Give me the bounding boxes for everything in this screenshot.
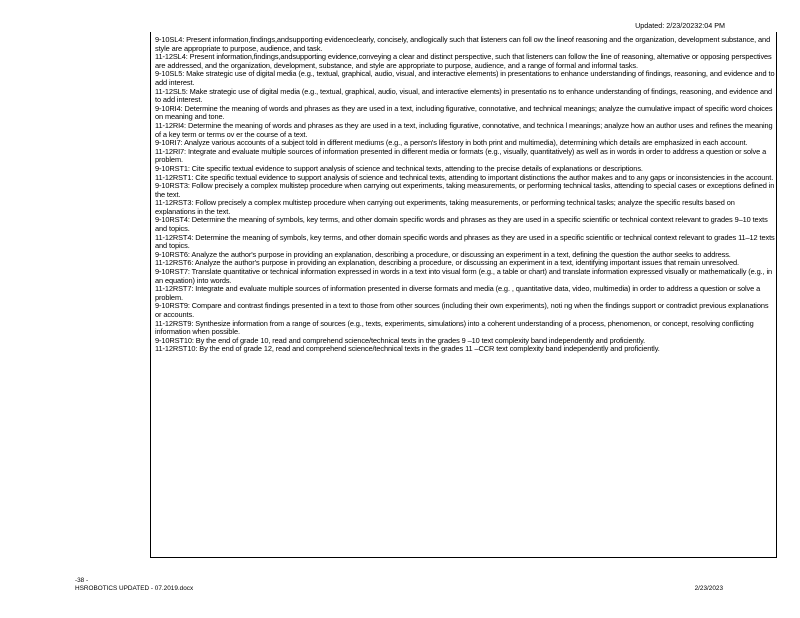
- standard-item: 9-10RST6: Analyze the author's purpose in providing an explanation, describing a procedure, or discussing an experiment in a text, defining the question the author seeks to address.: [155, 249, 731, 259]
- standard-item: 9-10SL4: Present information,findings,andsupporting evidenceclearly, concisely, andlogically such that listeners can foll ow the lineof reasoning and the organization, development substance, and style are appropriate to purpose, audience, and task.: [155, 35, 771, 53]
- standards-list: [155, 36, 775, 354]
- standard-item: 9-10RST9: Compare and contrast findings presented in a text to those from other sources (including their own experiments), noti ng when the findings support or contradict previous explanations or accounts.: [155, 301, 769, 319]
- standard-item: 9-10RST10: By the end of grade 10, read and comprehend science/technical texts in the grades 9 –10 text complexity band independently and proficiently.: [155, 335, 646, 345]
- standard-item: 11-12RI7: Integrate and evaluate multiple sources of information presented in different media or formats (e.g., visually, quantitatively) as well as in words in order to address a question or solve a problem.: [155, 146, 767, 165]
- standard-item: 11-12RST10: By the end of grade 12, read and comprehend science/technical texts in the grades 11 –CCR text complexity band independently and proficiently.: [155, 344, 660, 354]
- standard-item: 11-12RST3: Follow precisely a complex multistep procedure when carrying out experiments, taking measurements, or performing technical tasks; analyze the specific results based on explanations in the text.: [155, 198, 735, 216]
- standard-item: 11-12RST1: Cite specific textual evidence to support analysis of science and technical texts, attending to important distinctions the author makes and to any gaps or inconsistencies in the account.: [155, 172, 774, 182]
- standard-item: 11-12SL5: Make strategic use of digital media (e.g., textual, graphical, audio, visual, and interactive elements) in presentatio ns to enhance understanding of findings, reasoning, and evidence and to add interest.: [155, 86, 772, 105]
- page-number: -38 -: [75, 577, 89, 584]
- standard-item: 11-12RST6: Analyze the author's purpose in providing an explanation, describing a procedure, or discussing an experiment in a text, identifying important issues that remain unresolved.: [155, 258, 739, 268]
- standard-item: 9-10RST4: Determine the meaning of symbols, key terms, and other domain specific words and phrases as they are used in a specific scientific or technical context relevant to grades 9–10 texts and topics.: [155, 215, 768, 234]
- standard-item: 9-10SL5: Make strategic use of digital media (e.g., textual, graphical, audio, visual, and interactive elements) in presentations to enhance understanding of findings, reasoning, and evidence and to add interest.: [155, 69, 775, 87]
- standard-item: 9-10RST7: Translate quantitative or technical information expressed in words in a text into visual form (e.g., a table or chart) and translate information expressed visually or mathematically (e.g., in an equation) into words.: [155, 267, 773, 285]
- standard-item: 11-12RST4: Determine the meaning of symbols, key terms, and other domain specific words and phrases as they are used in a specific scientific or technical context relevant to grades 11–12 texts and topics.: [155, 232, 775, 251]
- document-filename: HSROBOTICS UPDATED - 07.2019.docx: [75, 585, 194, 592]
- standard-item: 11-12RI4: Determine the meaning of words and phrases as they are used in a text, including figurative, connotative, and technica l meanings; analyze how an author uses and refines the meaning of a key term or terms ov er the course of a text.: [155, 120, 773, 139]
- standard-item: 9-10RST1: Cite specific textual evidence to support analysis of science and technical texts, attending to the precise details of explanations or descriptions.: [155, 163, 643, 173]
- standard-item: 9-10RST3: Follow precisely a complex multistep procedure when carrying out experiments, taking measurements, or performing technical tasks, attending to special cases or exceptions defined in the text.: [155, 181, 775, 199]
- standard-item: 11-12RST7: Integrate and evaluate multiple sources of information presented in diverse formats and media (e.g. , quantitative data, video, multimedia) in order to address a question or solve a problem.: [155, 284, 761, 302]
- standard-item: 11-12RST9: Synthesize information from a range of sources (e.g., texts, experiments, simulations) into a coherent understanding of a process, phenomenon, or concept, resolving conflicting information when possible.: [155, 318, 754, 337]
- standard-item: 9-10RI7: Analyze various accounts of a subject told in different mediums (e.g., a person's lifestory in both print and multimedia), determining which details are emphasized in each account.: [155, 138, 748, 148]
- standard-item: 11-12SL4: Present information,findings,andsupporting evidence,conveying a clear and distinct perspective, such that listeners can follow the line of reasoning, alternative or opposing perspectives are addressed, and the organization, development, substance, and style are appropriate to purpose, audience, and a range of formal and informal tasks.: [155, 52, 772, 70]
- footer-date: 2/23/2023: [694, 585, 723, 592]
- updated-timestamp: Updated: 2/23/20232:04 PM: [635, 21, 725, 30]
- standard-item: 9-10RI4: Determine the meaning of words and phrases as they are used in a text, including figurative, connotative, and technical meanings; analyze the cumulative impact of specific word choices on meaning and tone.: [155, 103, 773, 122]
- page-footer-left: [75, 577, 193, 593]
